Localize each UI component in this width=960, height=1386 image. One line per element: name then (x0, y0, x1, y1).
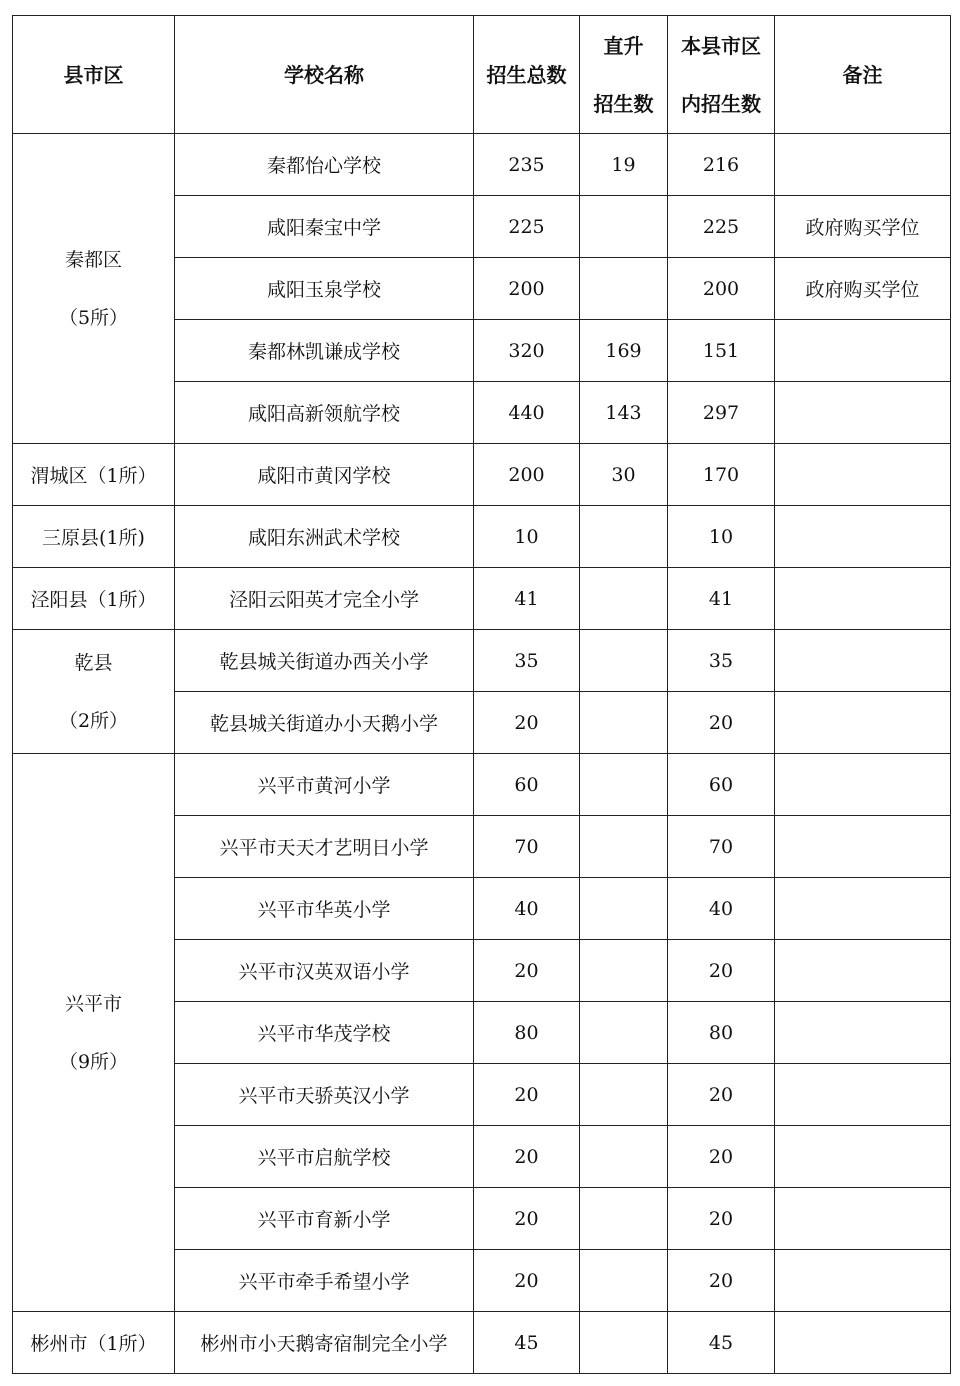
direct-cell (580, 1312, 668, 1374)
total-cell: 60 (474, 754, 580, 816)
local-cell: 200 (668, 258, 775, 320)
total-cell: 35 (474, 630, 580, 692)
school-name: 咸阳东洲武术学校 (175, 506, 474, 568)
direct-cell: 30 (580, 444, 668, 506)
total-cell: 20 (474, 940, 580, 1002)
direct-cell (580, 692, 668, 754)
school-name: 兴平市华英小学 (175, 878, 474, 940)
local-cell: 45 (668, 1312, 775, 1374)
school-name: 兴平市汉英双语小学 (175, 940, 474, 1002)
total-cell: 20 (474, 692, 580, 754)
local-cell: 41 (668, 568, 775, 630)
total-cell: 70 (474, 816, 580, 878)
local-cell: 20 (668, 1188, 775, 1250)
school-name: 兴平市天天才艺明日小学 (175, 816, 474, 878)
table-row (13, 630, 951, 692)
header-county: 县市区 (13, 16, 175, 134)
school-name: 乾县城关街道办西关小学 (175, 630, 474, 692)
direct-cell: 19 (580, 134, 668, 196)
direct-cell (580, 754, 668, 816)
total-cell: 235 (474, 134, 580, 196)
local-cell: 297 (668, 382, 775, 444)
school-name: 兴平市黄河小学 (175, 754, 474, 816)
note-cell (775, 134, 951, 196)
table-row (13, 568, 951, 630)
note-cell (775, 816, 951, 878)
note-cell (775, 506, 951, 568)
school-name: 兴平市启航学校 (175, 1126, 474, 1188)
local-cell: 20 (668, 1126, 775, 1188)
note-cell (775, 692, 951, 754)
note-cell (775, 630, 951, 692)
region-cell-binzhou: 彬州市（1所） (13, 1312, 175, 1374)
region-cell-weicheng: 渭城区（1所） (13, 444, 175, 506)
note-cell (775, 1002, 951, 1064)
local-cell: 20 (668, 1064, 775, 1126)
direct-cell (580, 1250, 668, 1312)
school-name: 兴平市华茂学校 (175, 1002, 474, 1064)
total-cell: 80 (474, 1002, 580, 1064)
direct-cell (580, 506, 668, 568)
school-name: 彬州市小天鹅寄宿制完全小学 (175, 1312, 474, 1374)
note-cell (775, 320, 951, 382)
table-row (13, 754, 951, 816)
local-cell: 170 (668, 444, 775, 506)
direct-cell (580, 940, 668, 1002)
direct-cell (580, 1126, 668, 1188)
direct-cell: 169 (580, 320, 668, 382)
local-cell: 20 (668, 940, 775, 1002)
local-cell: 216 (668, 134, 775, 196)
school-name: 咸阳秦宝中学 (175, 196, 474, 258)
direct-cell (580, 568, 668, 630)
direct-cell (580, 878, 668, 940)
note-cell (775, 1064, 951, 1126)
header-school: 学校名称 (175, 16, 474, 134)
note-cell (775, 878, 951, 940)
local-cell: 35 (668, 630, 775, 692)
direct-cell (580, 1002, 668, 1064)
local-cell: 40 (668, 878, 775, 940)
total-cell: 41 (474, 568, 580, 630)
table-header (13, 16, 951, 134)
school-name: 兴平市天骄英汉小学 (175, 1064, 474, 1126)
header-direct: 直升 招生数 (580, 16, 668, 134)
note-cell (775, 940, 951, 1002)
school-name: 泾阳云阳英才完全小学 (175, 568, 474, 630)
school-name: 秦都怡心学校 (175, 134, 474, 196)
local-cell: 20 (668, 1250, 775, 1312)
note-cell (775, 1250, 951, 1312)
header-total: 招生总数 (474, 16, 580, 134)
total-cell: 10 (474, 506, 580, 568)
total-cell: 40 (474, 878, 580, 940)
school-name: 兴平市牵手希望小学 (175, 1250, 474, 1312)
local-cell: 20 (668, 692, 775, 754)
direct-cell (580, 1064, 668, 1126)
note-cell: 政府购买学位 (775, 196, 951, 258)
note-cell (775, 1188, 951, 1250)
note-cell (775, 754, 951, 816)
school-name: 兴平市育新小学 (175, 1188, 474, 1250)
region-cell-jingyang: 泾阳县（1所） (13, 568, 175, 630)
total-cell: 20 (474, 1250, 580, 1312)
direct-cell (580, 630, 668, 692)
total-cell: 20 (474, 1126, 580, 1188)
region-cell-xingping: 兴平市 （9所） (13, 754, 175, 1312)
note-cell (775, 444, 951, 506)
note-cell (775, 382, 951, 444)
school-name: 秦都林凯谦成学校 (175, 320, 474, 382)
local-cell: 60 (668, 754, 775, 816)
direct-cell (580, 196, 668, 258)
local-cell: 10 (668, 506, 775, 568)
total-cell: 225 (474, 196, 580, 258)
table-row (13, 1312, 951, 1374)
table-row (13, 506, 951, 568)
school-name: 咸阳玉泉学校 (175, 258, 474, 320)
total-cell: 20 (474, 1188, 580, 1250)
total-cell: 45 (474, 1312, 580, 1374)
total-cell: 320 (474, 320, 580, 382)
direct-cell (580, 1188, 668, 1250)
total-cell: 200 (474, 258, 580, 320)
direct-cell: 143 (580, 382, 668, 444)
enrollment-table (12, 15, 951, 1374)
total-cell: 440 (474, 382, 580, 444)
note-cell (775, 1126, 951, 1188)
header-local: 本县市区 内招生数 (668, 16, 775, 134)
local-cell: 225 (668, 196, 775, 258)
direct-cell (580, 816, 668, 878)
region-cell-qindu: 秦都区 （5所） (13, 134, 175, 444)
region-cell-sanyuan: 三原县(1所) (13, 506, 175, 568)
note-cell (775, 568, 951, 630)
local-cell: 151 (668, 320, 775, 382)
note-cell (775, 1312, 951, 1374)
direct-cell (580, 258, 668, 320)
total-cell: 200 (474, 444, 580, 506)
local-cell: 80 (668, 1002, 775, 1064)
total-cell: 20 (474, 1064, 580, 1126)
school-name: 咸阳市黄冈学校 (175, 444, 474, 506)
note-cell: 政府购买学位 (775, 258, 951, 320)
table-row (13, 444, 951, 506)
table-body (13, 134, 951, 1374)
header-note: 备注 (775, 16, 951, 134)
school-name: 咸阳高新领航学校 (175, 382, 474, 444)
region-cell-qianxian: 乾县 （2所） (13, 630, 175, 754)
table-row (13, 134, 951, 196)
school-name: 乾县城关街道办小天鹅小学 (175, 692, 474, 754)
local-cell: 70 (668, 816, 775, 878)
